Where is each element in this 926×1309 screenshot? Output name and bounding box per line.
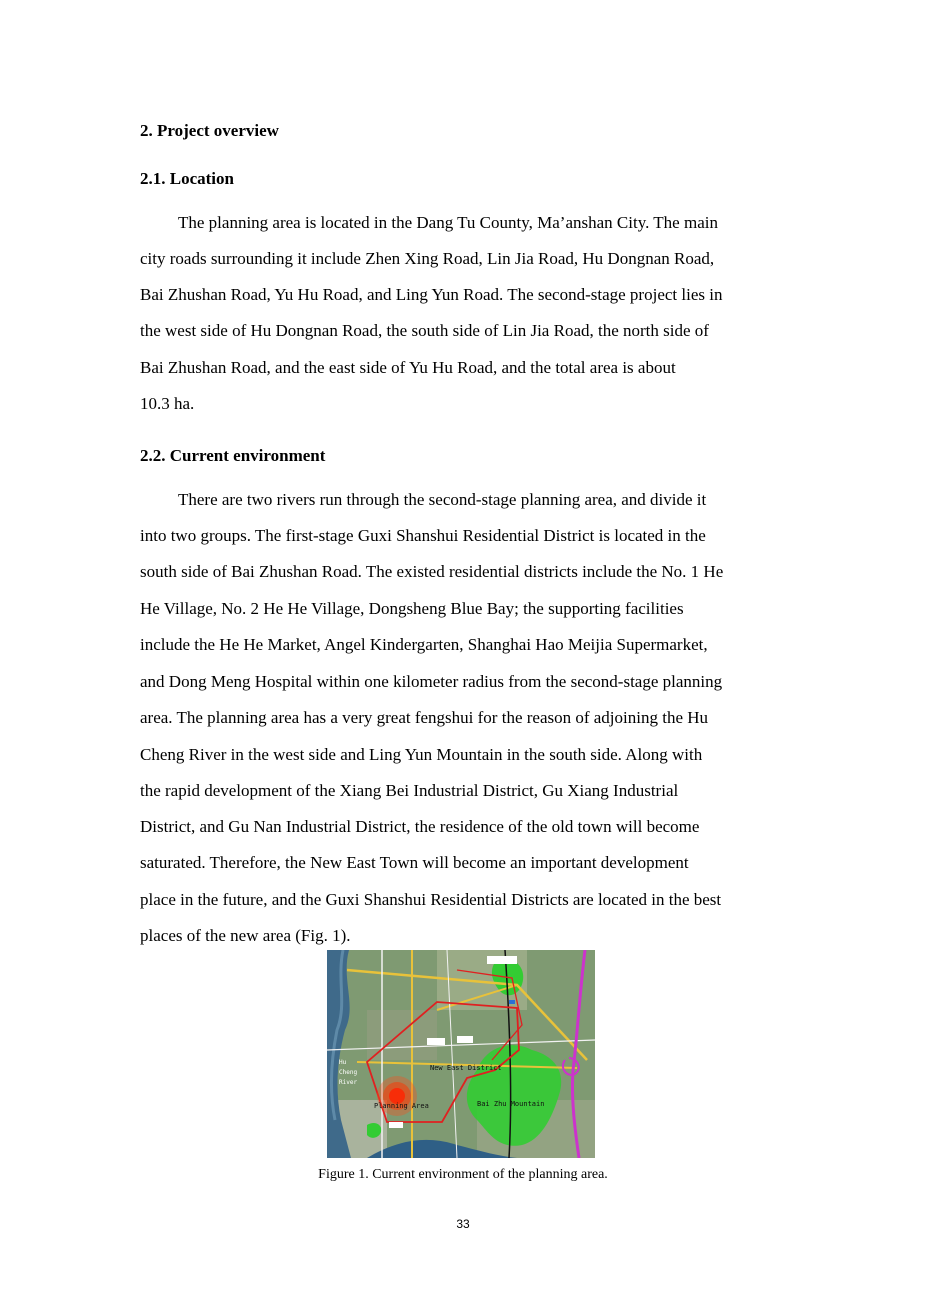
page-number: 33	[456, 1217, 470, 1231]
map-label-new-east-district: New East District	[430, 1064, 502, 1072]
environment-paragraph-line: Cheng River in the west side and Ling Yun Mountain in the south side. Along with	[140, 745, 703, 764]
environment-paragraph-line: There are two rivers run through the second-stage planning area, and divide it	[178, 490, 707, 509]
figure-caption: Figure 1. Current environment of the planning area.	[318, 1167, 608, 1182]
planning-area-map-figure	[327, 950, 595, 1158]
map-label-bai-zhu-mountain: Bai Zhu Mountain	[477, 1100, 545, 1108]
environment-paragraph-line: saturated. Therefore, the New East Town will become an important development	[140, 853, 689, 872]
map-label-hu-cheng-river: Cheng	[339, 1069, 358, 1076]
environment-paragraph-line: area. The planning area has a very great fengshui for the reason of adjoining the Hu	[140, 708, 709, 727]
location-paragraph-line: Bai Zhushan Road, and the east side of Yu Hu Road, and the total area is about	[140, 358, 676, 377]
environment-paragraph-line: into two groups. The first-stage Guxi Shanshui Residential District is located in the	[140, 526, 706, 545]
map-label-hu-cheng-river: River	[339, 1079, 358, 1086]
environment-paragraph-line: the rapid development of the Xiang Bei Industrial District, Gu Xiang Industrial	[140, 781, 679, 800]
location-paragraph-line: 10.3 ha.	[140, 394, 195, 413]
location-paragraph-line: Bai Zhushan Road, Yu Hu Road, and Ling Yun Road. The second-stage project lies in	[140, 285, 723, 304]
section-heading-location: 2.1. Location	[140, 169, 234, 188]
map-label-planning-area: Planning Area	[374, 1102, 429, 1110]
environment-paragraph-line: places of the new area (Fig. 1).	[140, 926, 351, 945]
environment-paragraph-line: District, and Gu Nan Industrial District, the residence of the old town will become	[140, 817, 700, 836]
environment-paragraph-line: include the He He Market, Angel Kindergarten, Shanghai Hao Meijia Supermarket,	[140, 635, 708, 654]
location-paragraph-line: city roads surrounding it include Zhen Xing Road, Lin Jia Road, Hu Dongnan Road,	[140, 249, 715, 268]
environment-paragraph-line: He Village, No. 2 He He Village, Dongsheng Blue Bay; the supporting facilities	[140, 599, 684, 618]
section-heading-current-environment: 2.2. Current environment	[140, 446, 326, 465]
location-paragraph-line: The planning area is located in the Dang Tu County, Ma’anshan City. The main	[178, 213, 718, 232]
environment-paragraph-line: place in the future, and the Guxi Shanshui Residential Districts are located in the best	[140, 890, 722, 909]
map-label-hu-cheng-river: Hu	[339, 1059, 347, 1066]
environment-paragraph-line: and Dong Meng Hospital within one kilometer radius from the second-stage planning	[140, 672, 723, 691]
location-paragraph-line: the west side of Hu Dongnan Road, the south side of Lin Jia Road, the north side of	[140, 321, 709, 340]
environment-paragraph-line: south side of Bai Zhushan Road. The existed residential districts include the No. 1 He	[140, 562, 724, 581]
section-heading-project-overview: 2. Project overview	[140, 121, 279, 140]
